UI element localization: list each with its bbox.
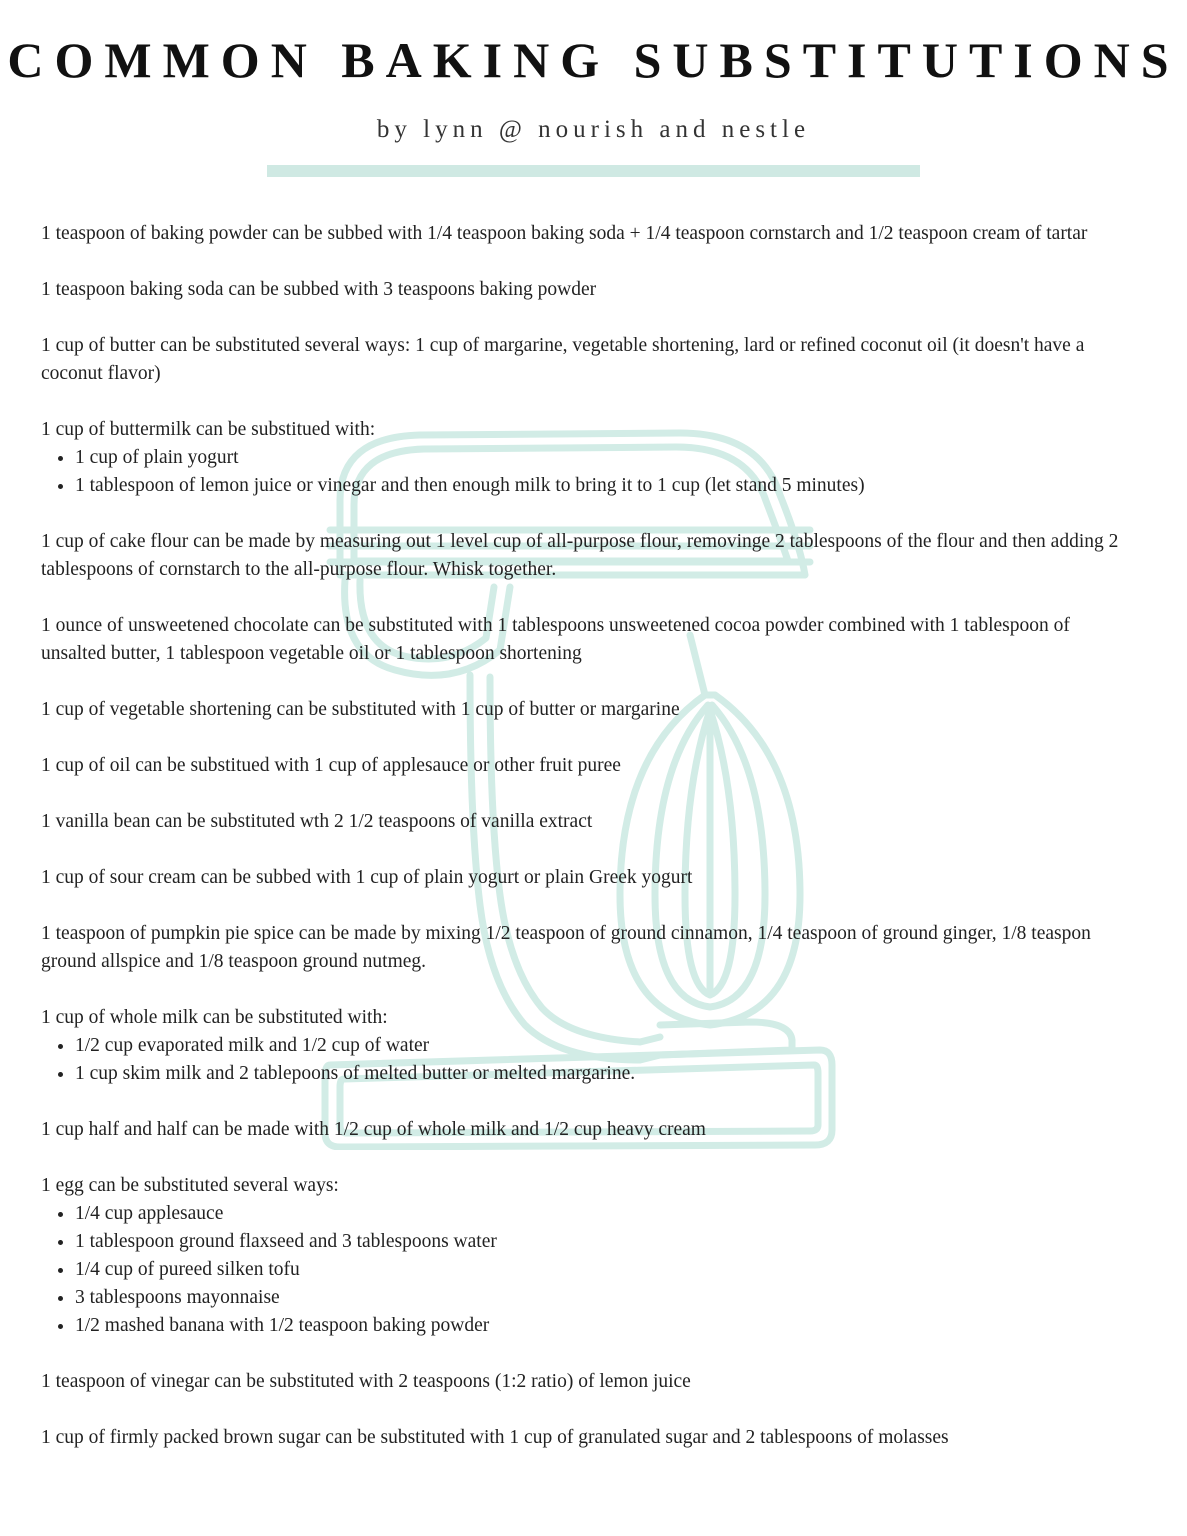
item-butter: 1 cup of butter can be substituted several ways: 1 cup of margarine, vegetable shortening, lard or refined coconut oil (it doesn't have a coconut flavor): [41, 335, 1085, 384]
list-item: • 1 tablespoon of lemon juice or vinegar and then enough milk to bring it to 1 cup (let stand 5 minutes): [75, 472, 1131, 500]
item-baking-powder: 1 teaspoon of baking powder can be subbed with 1/4 teaspoon baking soda + 1/4 teaspoon cornstarch and 1/2 teaspoon cream of tartar: [41, 223, 1088, 244]
buttermilk-options: [41, 444, 1131, 500]
list-item: • 1/2 mashed banana with 1/2 teaspoon baking powder: [75, 1312, 1131, 1340]
byline: by lynn @ nourish and nestle: [376, 116, 811, 143]
list-item: • 3 tablespoons mayonnaise: [75, 1284, 1131, 1312]
list-item: • 1 cup skim milk and 2 tablepoons of melted butter or melted margarine.: [75, 1060, 1131, 1088]
item-egg: 1 egg can be substituted several ways:: [41, 1175, 339, 1196]
item-cake-flour: 1 cup of cake flour can be made by measuring out 1 level cup of all-purpose flour, removinge 2 tablespoons of the flour and then adding 2 tablespoons of cornstarch to the all-purpose flour. Whisk together.: [41, 531, 1119, 580]
list-item: • 1/4 cup applesauce: [75, 1200, 1131, 1228]
page-title: COMMON BAKING SUBSTITUTIONS: [7, 32, 1180, 88]
item-pumpkin-spice: 1 teaspoon of pumpkin pie spice can be made by mixing 1/2 teaspoon of ground cinnamon, 1/4 teaspoon of ground ginger, 1/8 teaspon ground allspice and 1/8 teaspoon ground nutmeg.: [41, 923, 1091, 972]
list-item: • 1 tablespoon ground flaxseed and 3 tablespoons water: [75, 1228, 1131, 1256]
item-oil: 1 cup of oil can be substitued with 1 cup of applesauce or other fruit puree: [41, 755, 621, 776]
item-vinegar: 1 teaspoon of vinegar can be substituted with 2 teaspoons (1:2 ratio) of lemon juice: [41, 1371, 691, 1392]
list-item: • 1/4 cup of pureed silken tofu: [75, 1256, 1131, 1284]
item-vanilla: 1 vanilla bean can be substituted wth 2 1/2 teaspoons of vanilla extract: [41, 811, 593, 832]
item-chocolate: 1 ounce of unsweetened chocolate can be substituted with 1 tablespoons unsweetened cocoa powder combined with 1 tablespoon of unsalted butter, 1 tablespoon vegetable oil or 1 tablespoon shortening: [41, 615, 1070, 664]
item-whole-milk: 1 cup of whole milk can be substituted with:: [41, 1007, 388, 1028]
item-baking-soda: 1 teaspoon baking soda can be subbed with 3 teaspoons baking powder: [41, 279, 597, 300]
accent-divider: [267, 165, 920, 177]
whole-milk-options: [41, 1032, 1131, 1088]
item-brown-sugar: 1 cup of firmly packed brown sugar can be substituted with 1 cup of granulated sugar and 2 tablespoons of molasses: [41, 1427, 949, 1448]
substitutions-list: [41, 220, 1131, 1480]
item-shortening: 1 cup of vegetable shortening can be substituted with 1 cup of butter or margarine: [41, 699, 680, 720]
list-item: • 1/2 cup evaporated milk and 1/2 cup of water: [75, 1032, 1131, 1060]
item-buttermilk: 1 cup of buttermilk can be substitued with:: [41, 419, 376, 440]
item-half-and-half: 1 cup half and half can be made with 1/2 cup of whole milk and 1/2 cup heavy cream: [41, 1119, 706, 1140]
egg-options: [41, 1200, 1131, 1340]
list-item: • 1 cup of plain yogurt: [75, 444, 1131, 472]
item-sour-cream: 1 cup of sour cream can be subbed with 1 cup of plain yogurt or plain Greek yogurt: [41, 867, 693, 888]
